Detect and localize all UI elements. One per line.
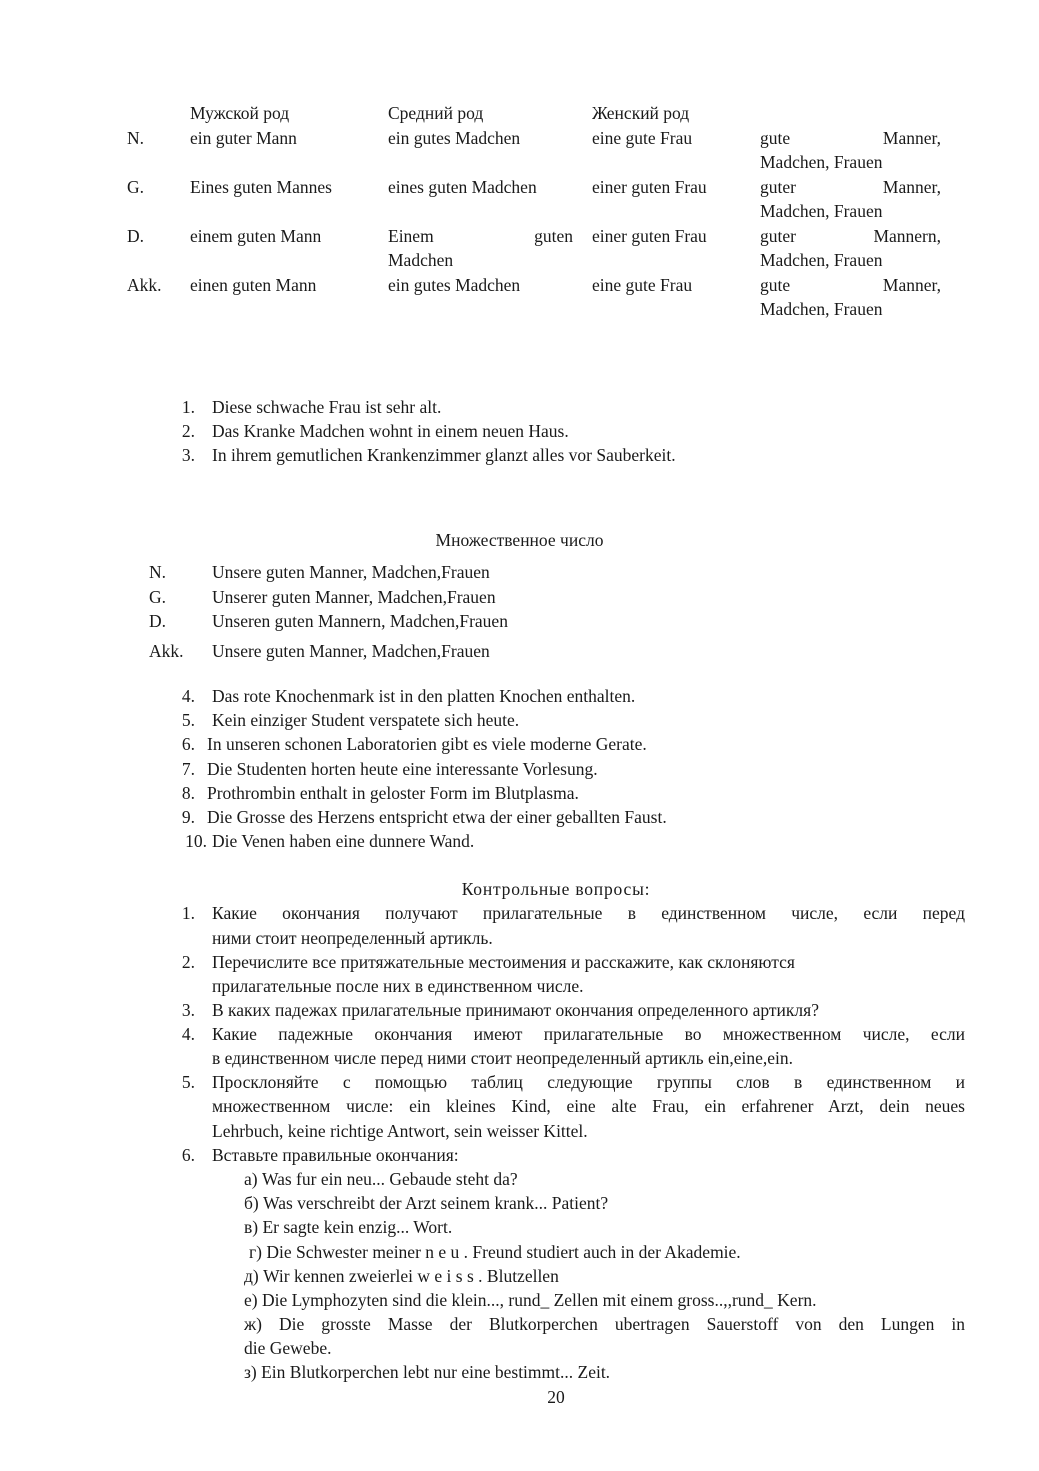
list-item: Diese schwache Frau ist sehr alt. (212, 397, 442, 417)
question-number: 4. (181, 1024, 195, 1044)
list-number: 1. (181, 397, 195, 417)
list-number: 5. (181, 710, 195, 730)
plural-row: Unsere guten Manner, Madchen,Frauen (212, 641, 490, 661)
list-item: Kein einziger Student verspatete sich heute. (212, 710, 520, 730)
cell-masculine: ein guter Mann (190, 128, 297, 148)
case-label: Akk. (127, 275, 162, 295)
cell-neuter: eines guten Madchen (388, 177, 537, 197)
list-number: 6. (181, 734, 195, 754)
question-number: 2. (181, 952, 195, 972)
cell-masculine: einen guten Mann (190, 275, 317, 295)
exercise-item: е) Die Lymphozyten sind die klein..., rund_ Zellen mit einem gross..,,rund_ Kern. (244, 1290, 817, 1310)
plural-word: guter (760, 226, 796, 246)
list-number: 10. (185, 831, 207, 851)
list-item: In unseren schonen Laboratorien gibt es viele moderne Gerate. (207, 734, 647, 754)
exercise-item: г) Die Schwester meiner n e u . Freund studiert auch in der Akademie. (249, 1242, 741, 1262)
question-text: Lehrbuch, keine richtige Antwort, sein weisser Kittel. (212, 1121, 588, 1141)
cell-plural (760, 273, 941, 297)
cell-plural-line2: Madchen, Frauen (760, 152, 883, 172)
plural-word: gute (760, 128, 791, 148)
question-text: Какие окончания получают прилагательные в единственном числе, если перед (212, 903, 965, 923)
cell-feminine: einer guten Frau (592, 226, 707, 246)
cell-plural (760, 175, 941, 199)
header-neuter: Средний род (388, 103, 484, 123)
plural-row: Unserer guten Manner, Madchen,Frauen (212, 587, 496, 607)
plural-word: guter (760, 177, 796, 197)
question-number: 6. (181, 1145, 195, 1165)
cell-plural-line2: Madchen, Frauen (760, 201, 883, 221)
list-number: 7. (181, 759, 195, 779)
case-label: Akk. (149, 641, 184, 661)
case-label: G. (127, 177, 145, 197)
plural-word: gute (760, 275, 791, 295)
exercise-item: в) Er sagte kein enzig... Wort. (244, 1217, 453, 1237)
control-questions-heading: Контрольные вопросы: (461, 879, 651, 899)
cell-plural (760, 126, 941, 150)
cell-feminine: eine gute Frau (592, 275, 693, 295)
exercise-item: б) Was verschreibt der Arzt seinem krank... Patient? (244, 1193, 609, 1213)
exercise-item: ж) Die grosste Masse der Blutkorperchen ubertragen Sauerstoff von den Lungen in (244, 1314, 965, 1334)
list-item: In ihrem gemutlichen Krankenzimmer glanzt alles vor Sauberkeit. (212, 445, 676, 465)
exercise-item: д) Wir kennen zweierlei w e i s s . Blutzellen (244, 1266, 559, 1286)
question-text: Просклоняйте с помощью таблиц следующие группы слов в единственном и (212, 1072, 965, 1092)
exercise-item: а) Was fur ein neu... Gebaude steht da? (244, 1169, 518, 1189)
neuter-word: Einem (388, 226, 434, 246)
header-masculine: Мужской род (190, 103, 290, 123)
cell-neuter-line2: Madchen (388, 250, 454, 270)
list-item: Die Studenten horten heute eine interessante Vorlesung. (207, 759, 598, 779)
question-text: прилагательные после них в единственном числе. (212, 976, 584, 996)
case-label: N. (127, 128, 145, 148)
exercise-item: з) Ein Blutkorperchen lebt nur eine bestimmt... Zeit. (244, 1362, 611, 1382)
cell-plural-line2: Madchen, Frauen (760, 299, 883, 319)
cell-feminine: einer guten Frau (592, 177, 707, 197)
plural-row: Unsere guten Manner, Madchen,Frauen (212, 562, 490, 582)
list-item: Das rote Knochenmark ist in den platten Knochen enthalten. (212, 686, 636, 706)
plural-row: Unseren guten Mannern, Madchen,Frauen (212, 611, 508, 631)
question-text: В каких падежах прилагательные принимают окончания определенного артикля? (212, 1000, 819, 1020)
cell-feminine: eine gute Frau (592, 128, 693, 148)
plural-word: Manner, (882, 128, 941, 148)
list-item: Die Grosse des Herzens entspricht etwa der einer geballten Faust. (207, 807, 667, 827)
header-feminine: Женский род (592, 103, 690, 123)
case-label: D. (149, 611, 167, 631)
question-text: множественном числе: ein kleines Kind, eine alte Frau, ein erfahrener Arzt, dein neues (212, 1096, 965, 1116)
plural-word: Manner, (882, 275, 941, 295)
plural-heading: Множественное число (435, 530, 604, 550)
list-number: 2. (181, 421, 195, 441)
cell-plural (760, 224, 941, 248)
list-number: 9. (181, 807, 195, 827)
list-number: 3. (181, 445, 195, 465)
question-text: Перечислите все притяжательные местоимения и расскажите, как склоняются (212, 952, 795, 972)
page-number: 20 (547, 1387, 565, 1407)
question-number: 3. (181, 1000, 195, 1020)
list-item: Prothrombin enthalt in geloster Form im Blutplasma. (207, 783, 579, 803)
question-text: в единственном числе перед ними стоит неопределенный артикль ein,eine,ein. (212, 1048, 793, 1068)
list-item: Die Venen haben eine dunnere Wand. (212, 831, 475, 851)
question-text: ними стоит неопределенный артикль. (212, 928, 493, 948)
neuter-word: guten (534, 226, 573, 246)
question-text: Вставьте правильные окончания: (212, 1145, 459, 1165)
case-label: D. (127, 226, 145, 246)
list-item: Das Kranke Madchen wohnt in einem neuen Haus. (212, 421, 569, 441)
cell-neuter: ein gutes Madchen (388, 275, 521, 295)
plural-word: Manner, (882, 177, 941, 197)
case-label: N. (149, 562, 167, 582)
question-text: Какие падежные окончания имеют прилагательные во множественном числе, если (212, 1024, 965, 1044)
cell-masculine: Eines guten Mannes (190, 177, 332, 197)
cell-neuter: ein gutes Madchen (388, 128, 521, 148)
exercise-item: die Gewebe. (244, 1338, 332, 1358)
case-label: G. (149, 587, 167, 607)
question-number: 1. (181, 903, 195, 923)
plural-word: Mannern, (873, 226, 941, 246)
cell-masculine: einem guten Mann (190, 226, 322, 246)
list-number: 4. (181, 686, 195, 706)
list-number: 8. (181, 783, 195, 803)
cell-plural-line2: Madchen, Frauen (760, 250, 883, 270)
question-number: 5. (181, 1072, 195, 1092)
cell-neuter (388, 224, 573, 248)
